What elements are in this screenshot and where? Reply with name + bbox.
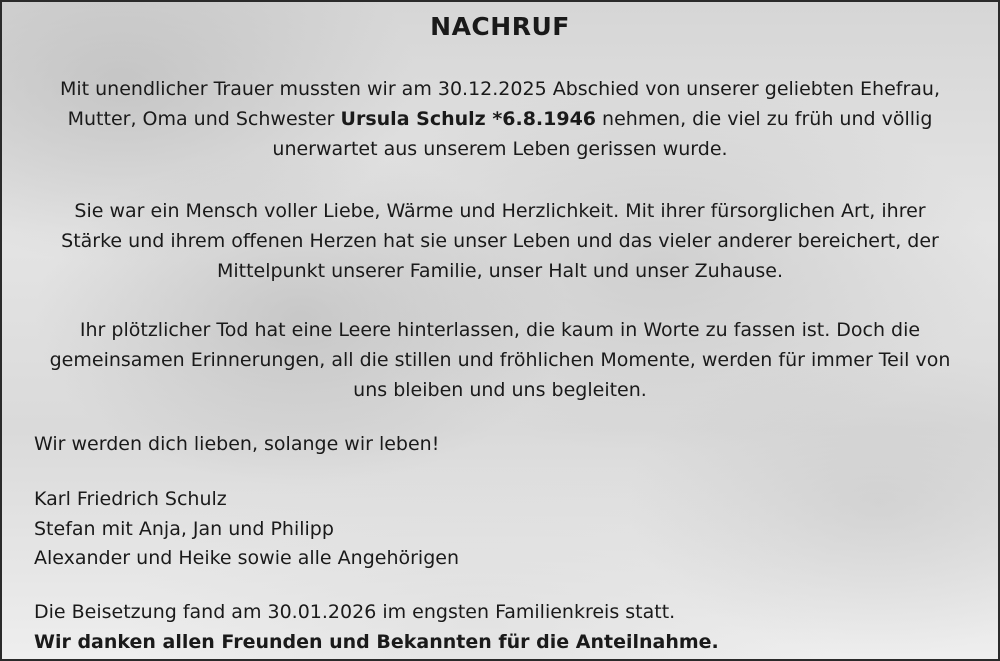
- notice-title: NACHRUF: [430, 12, 570, 41]
- funeral-note: Die Beisetzung fand am 30.01.2026 im engsten Familienkreis statt.: [34, 601, 676, 623]
- announcement-line: Mit unendlicher Trauer mussten wir am 30.12.2025 Abschied von unserer geliebten Ehefrau,: [59, 78, 941, 100]
- footer-block: [34, 598, 719, 657]
- tribute-paragraph: [22, 196, 978, 286]
- tribute-line: Stärke und ihrem offenen Herzen hat sie unser Leben und das vieler anderer bereichert, der: [61, 230, 939, 252]
- signer-name: Stefan mit Anja, Jan und Philipp: [34, 517, 334, 540]
- signer-name: Alexander und Heike sowie alle Angehörigen: [34, 547, 459, 569]
- memory-line: gemeinsamen Erinnerungen, all die stillen und fröhlichen Momente, werden für immer Teil von: [49, 349, 951, 371]
- announcement-text: Mutter, Oma und Schwester: [67, 108, 341, 130]
- memory-line: Ihr plötzlicher Tod hat eine Leere hinterlassen, die kaum in Worte zu fassen ist. Doch die: [79, 319, 921, 341]
- memory-line: uns bleiben und uns begleiten.: [353, 379, 647, 401]
- announcement-line-with-name: [22, 104, 978, 134]
- announcement-paragraph: [22, 74, 978, 164]
- deceased-name: Ursula Schulz *6.8.1946: [340, 108, 597, 130]
- tribute-line: Sie war ein Mensch voller Liebe, Wärme und Herzlichkeit. Mit ihrer fürsorglichen Art, ihrer: [74, 200, 926, 222]
- thanks-note: Wir danken allen Freunden und Bekannten für die Anteilnahme.: [34, 630, 719, 653]
- memory-paragraph: [22, 315, 978, 405]
- announcement-line: unerwartet aus unserem Leben gerissen wurde.: [272, 138, 728, 160]
- closing-line: Wir werden dich lieben, solange wir leben!: [34, 433, 440, 455]
- signers-list: [34, 485, 459, 574]
- tribute-line: Mittelpunkt unserer Familie, unser Halt und unser Zuhause.: [216, 260, 784, 282]
- announcement-text: nehmen, die viel zu früh und völlig: [596, 108, 933, 130]
- signer-name: Karl Friedrich Schulz: [34, 488, 227, 510]
